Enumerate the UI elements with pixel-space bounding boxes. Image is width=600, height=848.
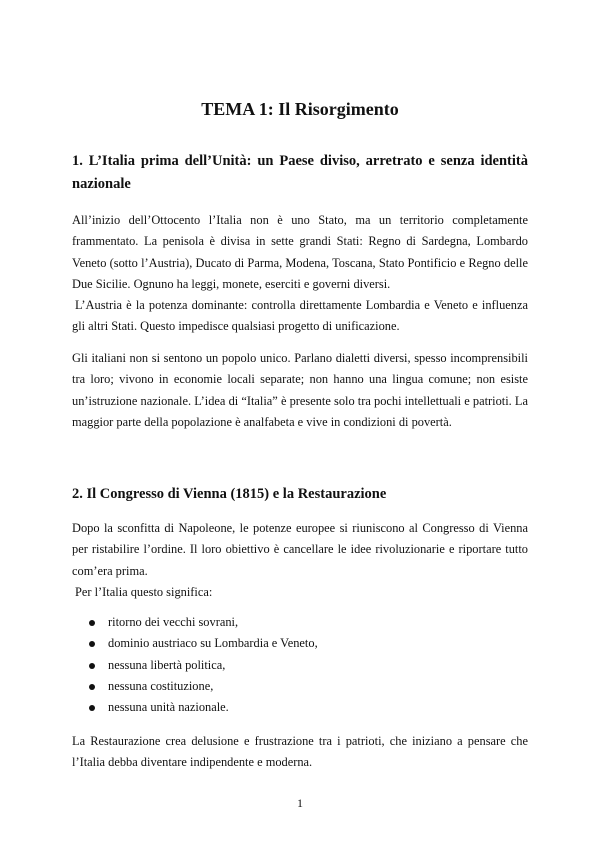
bullet-icon	[89, 620, 95, 626]
list-item	[72, 633, 528, 654]
list-item-text: ritorno dei vecchi sovrani,	[108, 615, 239, 629]
list-item-text: nessuna costituzione,	[108, 678, 214, 693]
section-1-heading: 1. L’Italia prima dell’Unità: un Paese diviso, arretrato e senza identità nazionale	[72, 153, 528, 192]
list-item	[72, 612, 528, 633]
section-2-paragraph-2: Per l’Italia questo significa:	[75, 585, 213, 599]
list-item	[72, 655, 528, 676]
bullet-icon	[89, 641, 95, 647]
bullet-icon	[89, 684, 95, 690]
page-number: 1	[297, 796, 303, 810]
section-2-paragraph-1: Dopo la sconfitta di Napoleone, le potenze europee si riuniscono al Congresso di Vienna per ristabilire l’ordine. Il loro obiettivo è cancellare le idee rivoluzionarie e riportare tutto com’era prima.	[72, 521, 528, 578]
section-1-paragraph-2: L’Austria è la potenza dominante: controlla direttamente Lombardia e Veneto e influenza gli altri Stati. Questo impedisce qualsiasi progetto di unificazione.	[72, 298, 528, 334]
section-2-paragraph-3: La Restaurazione crea delusione e frustrazione tra i patrioti, che iniziano a pensare che l’Italia debba diventare indipendente e moderna.	[72, 734, 528, 770]
bullet-list	[72, 612, 528, 718]
list-item	[72, 676, 528, 697]
list-item	[72, 697, 528, 718]
section-1-paragraph-1: All’inizio dell’Ottocento l’Italia non è uno Stato, ma un territorio completamente frammentato. La penisola è divisa in sette grandi Stati: Regno di Sardegna, Lombardo Veneto (sotto l’Austria), Ducato di Parma, Modena, Toscana, Stato Pontificio e Regno delle Due Sicilie. Ognuno ha leggi, monete, eserciti e governi diversi.	[72, 213, 528, 291]
bullet-icon	[89, 663, 95, 669]
list-item-text: dominio austriaco su Lombardia e Veneto,	[108, 636, 318, 651]
document-title: TEMA 1: Il Risorgimento	[201, 99, 399, 119]
section-1-paragraph-3: Gli italiani non si sentono un popolo unico. Parlano dialetti diversi, spesso incomprensibili tra loro; vivono in economie locali separate; non hanno una lingua comune; non esiste un’istruzione nazionale. L’idea di “Italia” è presente solo tra pochi intellettuali e patrioti. La maggior parte della popolazione è analfabeta e vive in condizioni di povertà.	[72, 351, 528, 429]
list-item-text: nessuna unità nazionale.	[108, 700, 229, 715]
bullet-icon	[89, 705, 95, 711]
list-item-text: nessuna libertà politica,	[108, 657, 226, 672]
section-2-heading: 2. Il Congresso di Vienna (1815) e la Restaurazione	[72, 486, 387, 502]
